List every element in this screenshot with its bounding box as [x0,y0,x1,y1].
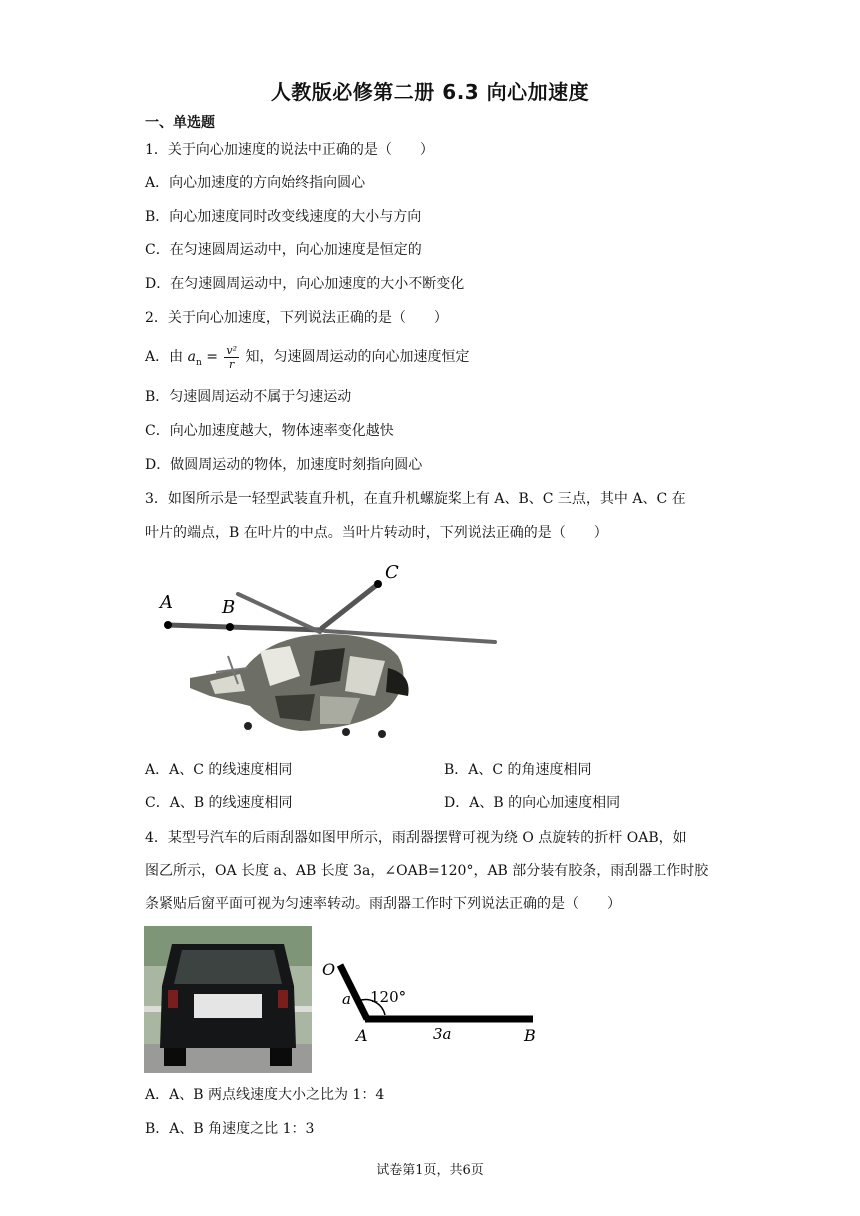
q3-stem-line2: 叶片的端点，B 在叶片的中点。当叶片转动时，下列说法正确的是（ ） [145,525,608,541]
q4-stem-line3: 条紧贴后窗平面可视为匀速率转动。雨刮器工作时下列说法正确的是（ ） [145,896,621,912]
q3-option-c: C．A、B 的线速度相同 [145,795,293,811]
q4-stem-line1: 4．某型号汽车的后雨刮器如图甲所示，雨刮器摆臂可视为绕 O 点旋转的折杆 OAB，如 [145,830,687,846]
formula-numerator: v² [226,343,237,357]
q4-option-b: B．A、B 角速度之比 1：3 [145,1121,315,1137]
q1-option-b: B．向心加速度同时改变线速度的大小与方向 [145,209,422,225]
q1-stem: 1．关于向心加速度的说法中正确的是（ ） [145,142,434,158]
q2-stem: 2．关于向心加速度，下列说法正确的是（ ） [145,310,448,326]
car-rear-photo [144,926,312,1073]
label-angle: 120° [370,988,407,1006]
label-a-length: a [342,990,351,1008]
helicopter-figure [150,556,510,746]
q1-option-d: D．在匀速圆周运动中，向心加速度的大小不断变化 [145,276,465,292]
point-a-marker [164,621,172,629]
q4-option-a: A．A、B 两点线速度大小之比为 1：4 [145,1087,385,1103]
label-o: O [322,960,336,979]
q2-option-d: D．做圆周运动的物体，加速度时刻指向圆心 [145,457,423,473]
label-b: B [222,597,236,618]
label-c: C [385,562,399,583]
q2-option-a-suffix: 知，匀速圆周运动的向心加速度恒定 [245,349,470,365]
q3-option-b: B．A、C 的角速度相同 [444,762,592,778]
label-point-a: A [356,1026,368,1045]
label-3a: 3a [433,1025,452,1043]
q3-option-a: A．A、C 的线速度相同 [145,762,293,778]
q4-stem-line2: 图乙所示，OA 长度 a、AB 长度 3a，∠OAB=120°，AB 部分装有胶条，雨刮器工作时胶 [145,863,709,879]
point-c-marker [374,580,382,588]
q2-option-a-prefix: A．由 [145,349,184,365]
q2-option-a [145,340,469,380]
q1-option-c: C．在匀速圆周运动中，向心加速度是恒定的 [145,242,422,258]
page-title: 人教版必修第二册 6.3 向心加速度 [270,80,590,104]
q1-option-a: A．向心加速度的方向始终指向圆心 [145,175,366,191]
label-point-b: B [524,1026,536,1045]
formula-denominator: r [229,357,235,371]
q3-stem-line1: 3．如图所示是一轻型武装直升机，在直升机螺旋桨上有 A、B、C 三点，其中 A、C 在 [145,491,686,507]
q2-option-b: B．匀速圆周运动不属于匀速运动 [145,389,352,405]
point-b-marker [226,623,234,631]
formula-lhs: a [187,349,196,365]
q2-option-c: C．向心加速度越大，物体速率变化越快 [145,423,394,439]
formula-subscript: n [195,357,202,368]
formula-fraction [224,344,239,371]
label-a: A [160,592,173,613]
section-heading: 一、单选题 [145,115,215,131]
formula-equals: = [206,349,218,365]
page-footer: 试卷第1页，共6页 [376,1163,484,1178]
wiper-diagram [318,950,548,1050]
q3-option-d: D．A、B 的向心加速度相同 [444,795,621,811]
